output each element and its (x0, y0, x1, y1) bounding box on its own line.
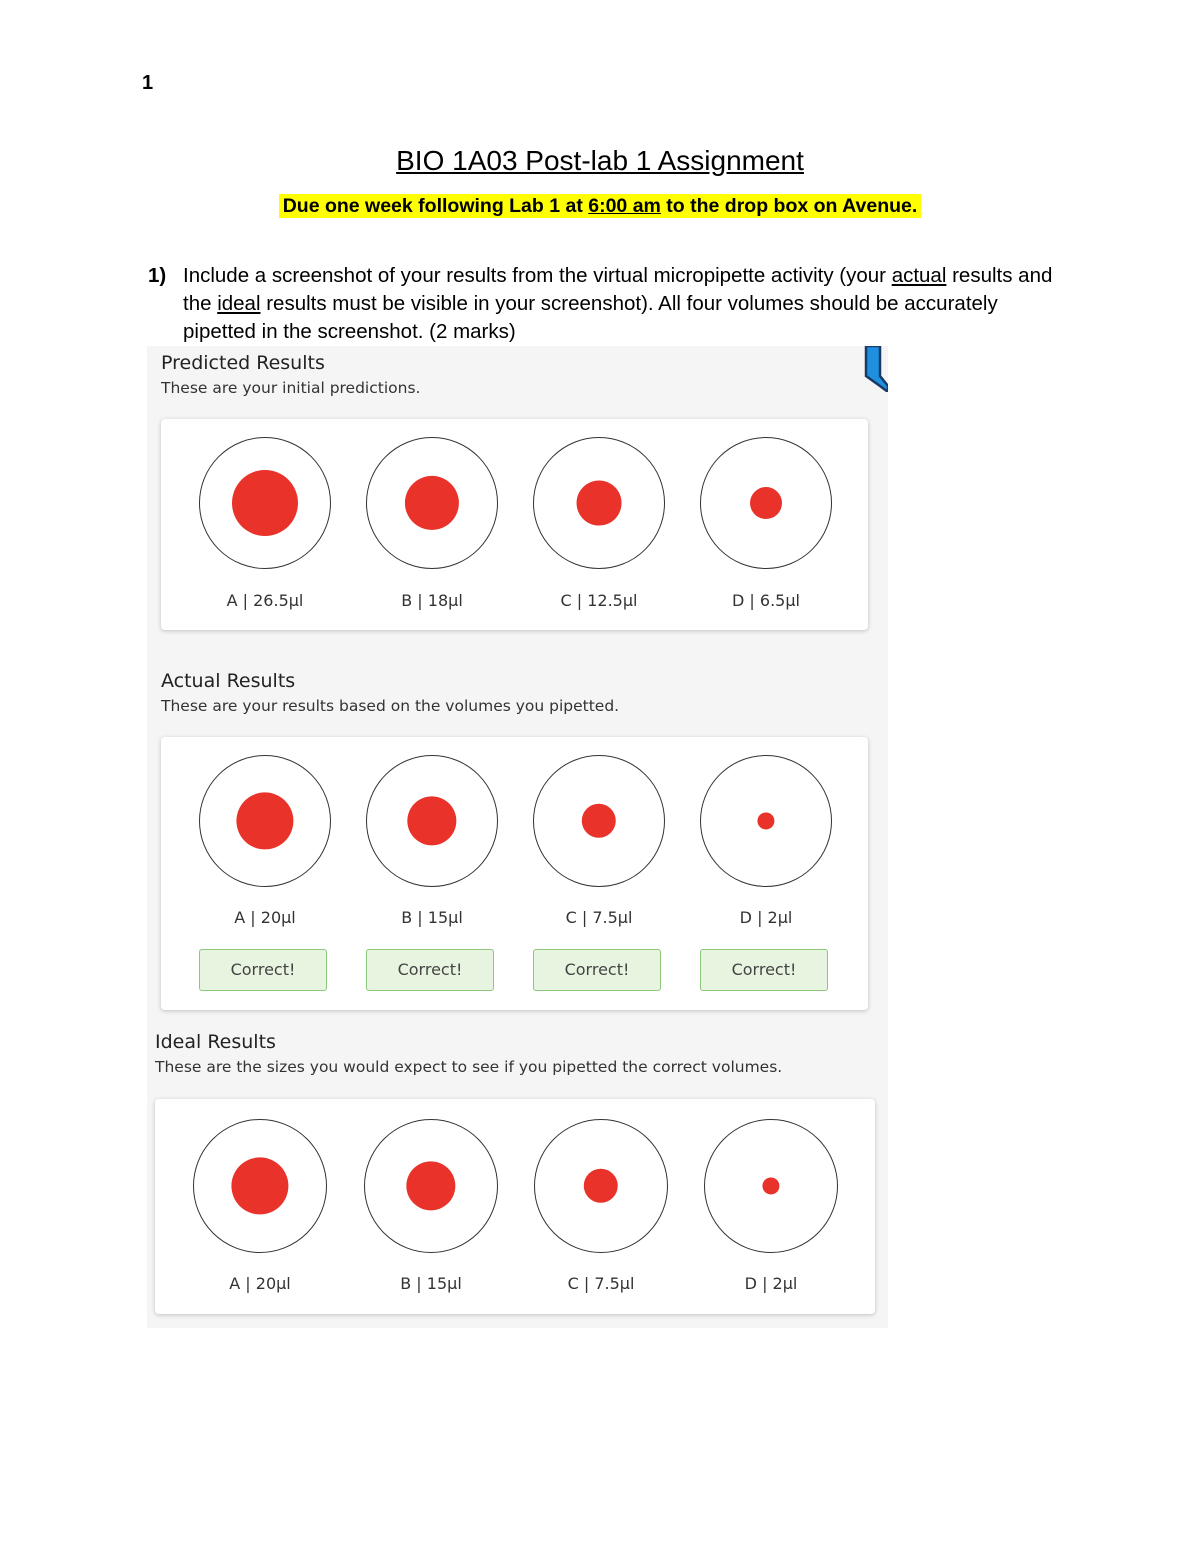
question-text-part1: Include a screenshot of your results from the virtual micropipette activity (your (183, 264, 892, 287)
due-text-before: Due one week following Lab 1 at (282, 195, 589, 217)
predicted-well-d (700, 437, 832, 569)
question-1 (148, 262, 1068, 346)
actual-results-card (161, 737, 868, 1010)
predicted-drop-d (750, 487, 782, 519)
ideal-well-d (704, 1119, 838, 1253)
predicted-drop-b (405, 476, 459, 530)
ideal-label-d: D | 2µl (744, 1274, 798, 1293)
ideal-drop-d (762, 1177, 779, 1194)
question-word-ideal: ideal (217, 292, 261, 315)
ideal-drop-c (584, 1169, 618, 1203)
ideal-results-card (155, 1099, 875, 1314)
predicted-label-b: B | 18µl (401, 591, 463, 610)
actual-well-d (700, 755, 832, 887)
actual-well-b (366, 755, 498, 887)
ideal-well-c (534, 1119, 668, 1253)
actual-well-a (199, 755, 331, 887)
predicted-well-c (533, 437, 665, 569)
predicted-label-d: D | 6.5µl (732, 591, 800, 610)
due-time: 6:00 am (588, 195, 661, 217)
actual-results-subtitle: These are your results based on the volumes you pipetted. (161, 697, 620, 715)
ideal-results-title: Ideal Results (155, 1031, 276, 1053)
actual-status-badge-a: Correct! (199, 949, 327, 991)
ideal-label-b: B | 15µl (400, 1274, 462, 1293)
actual-well-c (533, 755, 665, 887)
predicted-drop-c (577, 481, 622, 526)
question-text (183, 262, 1068, 346)
actual-label-a: A | 20µl (234, 908, 296, 927)
actual-status-badge-b: Correct! (366, 949, 494, 991)
ideal-drop-a (231, 1157, 288, 1214)
corner-tab-icon (862, 346, 888, 392)
ideal-well-b (364, 1119, 498, 1253)
question-number: 1) (148, 264, 167, 287)
actual-label-b: B | 15µl (401, 908, 463, 927)
micropipette-results-screenshot (147, 346, 888, 1328)
ideal-label-a: A | 20µl (229, 1274, 291, 1293)
predicted-well-b (366, 437, 498, 569)
question-word-actual: actual (891, 264, 947, 287)
due-date-highlight (279, 194, 922, 218)
actual-drop-a (236, 792, 293, 849)
ideal-results-subtitle: These are the sizes you would expect to see if you pipetted the correct volumes. (155, 1058, 783, 1076)
actual-label-d: D | 2µl (739, 908, 793, 927)
predicted-results-title: Predicted Results (161, 352, 325, 374)
actual-drop-d (757, 812, 774, 829)
actual-results-title: Actual Results (161, 670, 296, 692)
actual-status-badge-c: Correct! (533, 949, 661, 991)
actual-drop-b (407, 796, 456, 845)
due-date-line (0, 195, 1200, 218)
ideal-drop-b (406, 1161, 455, 1210)
page-number: 1 (142, 72, 154, 94)
document-title: BIO 1A03 Post-lab 1 Assignment (396, 145, 804, 176)
predicted-results-card (161, 419, 868, 630)
question-text-part3: results must be visible in your screenshot). All four volumes should be accurately pipetted in the screenshot. (2 marks) (183, 292, 998, 343)
actual-drop-c (582, 804, 616, 838)
predicted-label-c: C | 12.5µl (560, 591, 638, 610)
question-text-part2: results and the (183, 264, 1053, 315)
due-text-after: to the drop box on Avenue. (660, 195, 918, 217)
ideal-well-a (193, 1119, 327, 1253)
actual-status-badge-d: Correct! (700, 949, 828, 991)
predicted-results-subtitle: These are your initial predictions. (161, 379, 421, 397)
predicted-well-a (199, 437, 331, 569)
predicted-label-a: A | 26.5µl (226, 591, 304, 610)
ideal-label-c: C | 7.5µl (567, 1274, 635, 1293)
predicted-drop-a (232, 470, 298, 536)
actual-label-c: C | 7.5µl (565, 908, 633, 927)
